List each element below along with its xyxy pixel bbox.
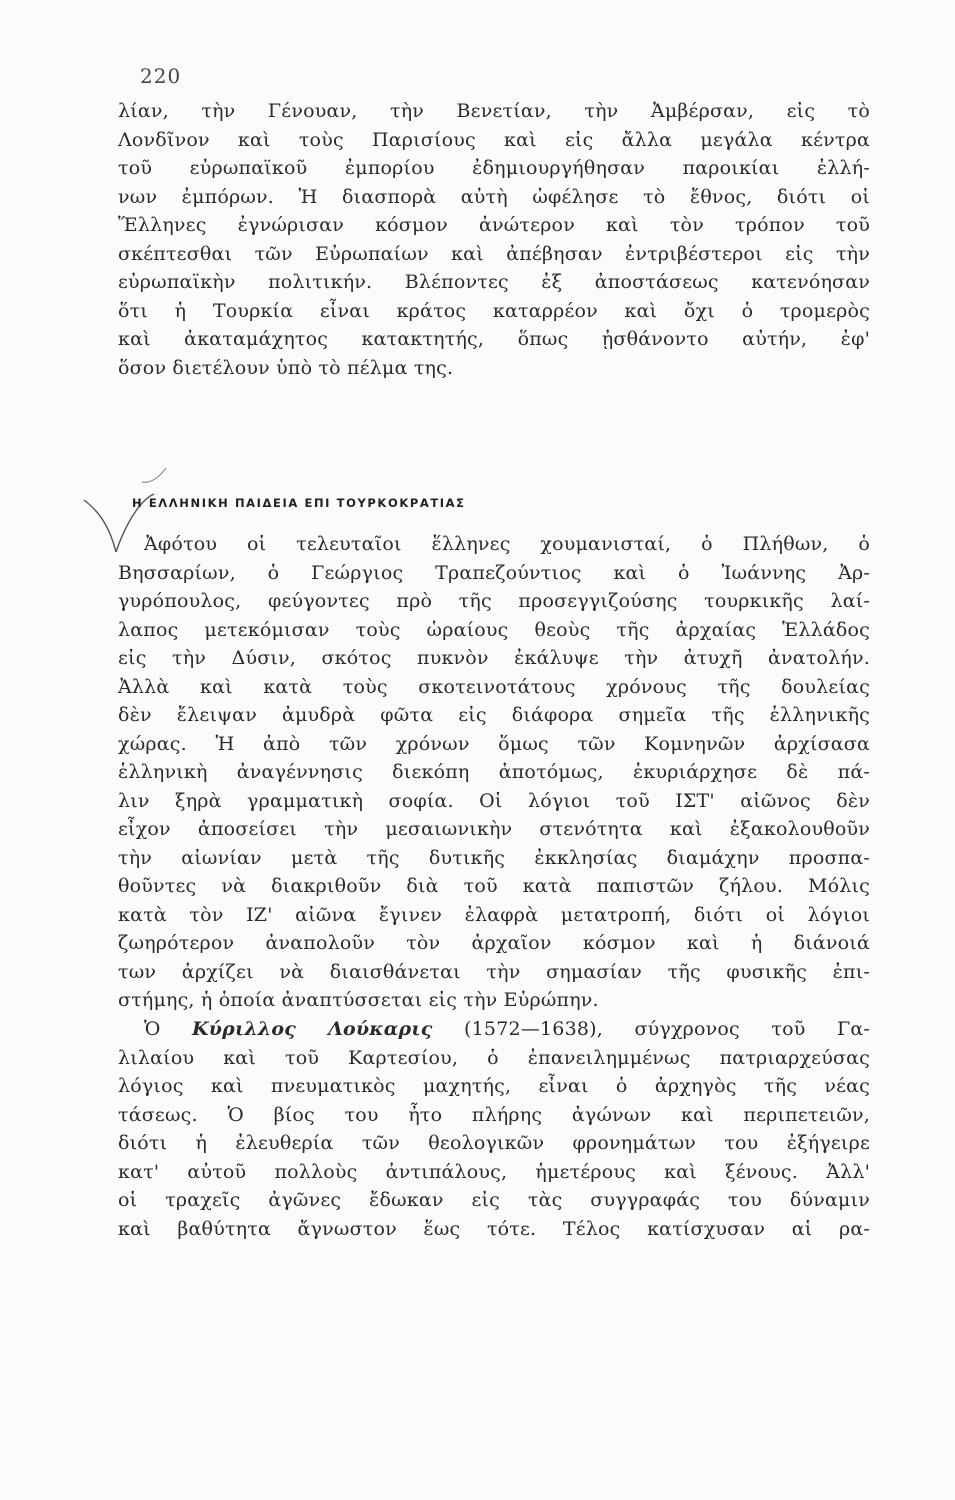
text-line: ὅσον διετέλουν ὑπὸ τὸ πέλμα της. — [118, 356, 454, 379]
text-line: εἶχον ἀποσείσει τὴν μεσαιωνικὴν στενότητα καὶ ἐξακολουθοῦν — [118, 818, 870, 840]
text-line: λιν ξηρὰ γραμματικὴ σοφία. Οἱ λόγιοι τοῦ ΙΣΤ' αἰῶνος δὲν — [118, 789, 870, 812]
text-after-name: (1572—1638), σύγχρονος τοῦ Γα- — [432, 1018, 870, 1040]
text-line: οἱ τραχεῖς ἀγῶνες ἔδωκαν εἰς τὰς συγγραφάς του δύναμιν — [118, 1189, 870, 1211]
text-line: ἑλληνικὴ ἀναγέννησις διεκόπη ἀποτόμως, ἐκυριάρχησε δὲ πά- — [118, 761, 870, 783]
text-line: καὶ ἀκαταμάχητος κατακτητής, ὅπως ᾐσθάνοντο αὐτήν, ἐφ' — [118, 328, 870, 350]
text-line: τὴν αἰωνίαν μετὰ τῆς δυτικῆς ἐκκλησίας διαμάχην προσπα- — [118, 846, 870, 869]
text-line: γυρόπουλος, φεύγοντες πρὸ τῆς προσεγγιζούσης τουρκικῆς λαί- — [118, 590, 870, 612]
text-line: θοῦντες νὰ διακριθοῦν διὰ τοῦ κατὰ παπιστῶν ζήλου. Μόλις — [118, 875, 870, 897]
text-line: τάσεως. Ὁ βίος του ἦτο πλήρης ἀγώνων καὶ περιπετειῶν, — [118, 1103, 870, 1126]
text-line: κατὰ τὸν ΙΖ' αἰῶνα ἔγινεν ἐλαφρὰ μετατροπή, διότι οἱ λόγιοι — [118, 903, 870, 926]
paragraph-2 — [118, 530, 870, 1015]
text-line: στήμης, ἡ ὁποία ἀναπτύσσεται εἰς τὴν Εὐρώπην. — [118, 989, 599, 1011]
text-line: διότι ἡ ἐλευθερία τῶν θεολογικῶν φρονημάτων του ἐξήγειρε — [118, 1132, 870, 1154]
page-number: 220 — [140, 64, 182, 88]
text-line: σκέπτεσθαι τῶν Εὐρωπαίων καὶ ἀπέβησαν ἐντριβέστεροι εἰς τὴν — [118, 242, 870, 265]
text-line: λαπος μετεκόμισαν τοὺς ὡραίους θεοὺς τῆς ἀρχαίας Ἑλλάδος — [118, 618, 870, 641]
text-line: ζωηρότερον ἀναπολοῦν τὸν ἀρχαῖον κόσμον καὶ ἡ διάνοιά — [118, 932, 870, 954]
paragraph-1 — [118, 97, 870, 382]
text-line: Λονδῖνον καὶ τοὺς Παρισίους καὶ εἰς ἄλλα μεγάλα κέντρα — [118, 128, 870, 151]
text-line: χώρας. Ἡ ἀπὸ τῶν χρόνων ὅμως τῶν Κομνηνῶν ἀρχίσασα — [118, 732, 870, 755]
text-line: νων ἐμπόρων. Ἡ διασπορὰ αὐτὴ ὠφέλησε τὸ ἔθνος, διότι οἱ — [118, 185, 870, 208]
text-line: Βησσαρίων, ὁ Γεώργιος Τραπεζούντιος καὶ ὁ Ἰωάννης Ἀρ- — [118, 561, 870, 584]
text-line: των ἀρχίζει νὰ διαισθάνεται τὴν σημασίαν τῆς φυσικῆς ἐπι- — [118, 960, 870, 983]
text-line: εὐρωπαϊκὴν πολιτικήν. Βλέποντες ἐξ ἀποστάσεως κατενόησαν — [118, 271, 870, 293]
text-line: κατ' αὐτοῦ πολλοὺς ἀντιπάλους, ἡμετέρους καὶ ξένους. Ἀλλ' — [118, 1160, 870, 1183]
text-line: καὶ βαθύτητα ἄγνωστον ἕως τότε. Τέλος κατίσχυσαν αἱ ρα- — [118, 1217, 870, 1240]
text-line: Ἕλληνες ἐγνώρισαν κόσμον ἀνώτερον καὶ τὸν τρόπον τοῦ — [118, 214, 870, 236]
paragraph-3 — [118, 1015, 870, 1243]
text-line: Ἀφότου οἱ τελευταῖοι ἕλληνες χουμανισταί, ὁ Πλήθων, ὁ — [144, 533, 870, 555]
text-line: λόγιος καὶ πνευματικὸς μαχητής, εἶναι ὁ ἀρχηγὸς τῆς νέας — [118, 1075, 870, 1097]
text-before-name: Ὁ — [144, 1018, 193, 1040]
text-line: Ἀλλὰ καὶ κατὰ τοὺς σκοτεινοτάτους χρόνους τῆς δουλείας — [118, 675, 870, 698]
text-line: ὅτι ἡ Τουρκία εἶναι κράτος καταρρέον καὶ ὄχι ὁ τρομερὸς — [118, 299, 870, 322]
text-line: τοῦ εὐρωπαϊκοῦ ἐμπορίου ἐδημιουργήθησαν παροικίαι ἑλλή- — [118, 157, 870, 179]
text-line: λίαν, τὴν Γένουαν, τὴν Βενετίαν, τὴν Ἀμβέρσαν, εἰς τὸ — [118, 100, 870, 122]
text-line: λιλαίου καὶ τοῦ Καρτεσίου, ὁ ἐπανειλημμένως πατριαρχεύσας — [118, 1046, 870, 1069]
text-line-first — [118, 1015, 870, 1044]
text-line: δὲν ἔλειψαν ἀμυδρὰ φῶτα εἰς διάφορα σημεῖα τῆς ἑλληνικῆς — [118, 704, 870, 726]
text-line: εἰς τὴν Δύσιν, σκότος πυκνὸν ἐκάλυψε τὴν ἀτυχῆ ἀνατολήν. — [118, 647, 870, 669]
person-name: Κύριλλος Λούκαρις — [192, 1018, 433, 1040]
section-heading: Η ΕΛΛΗΝΙΚΗ ΠΑΙΔΕΙΑ ΕΠΙ ΤΟΥΡΚΟΚΡΑΤΙΑΣ — [132, 496, 466, 510]
